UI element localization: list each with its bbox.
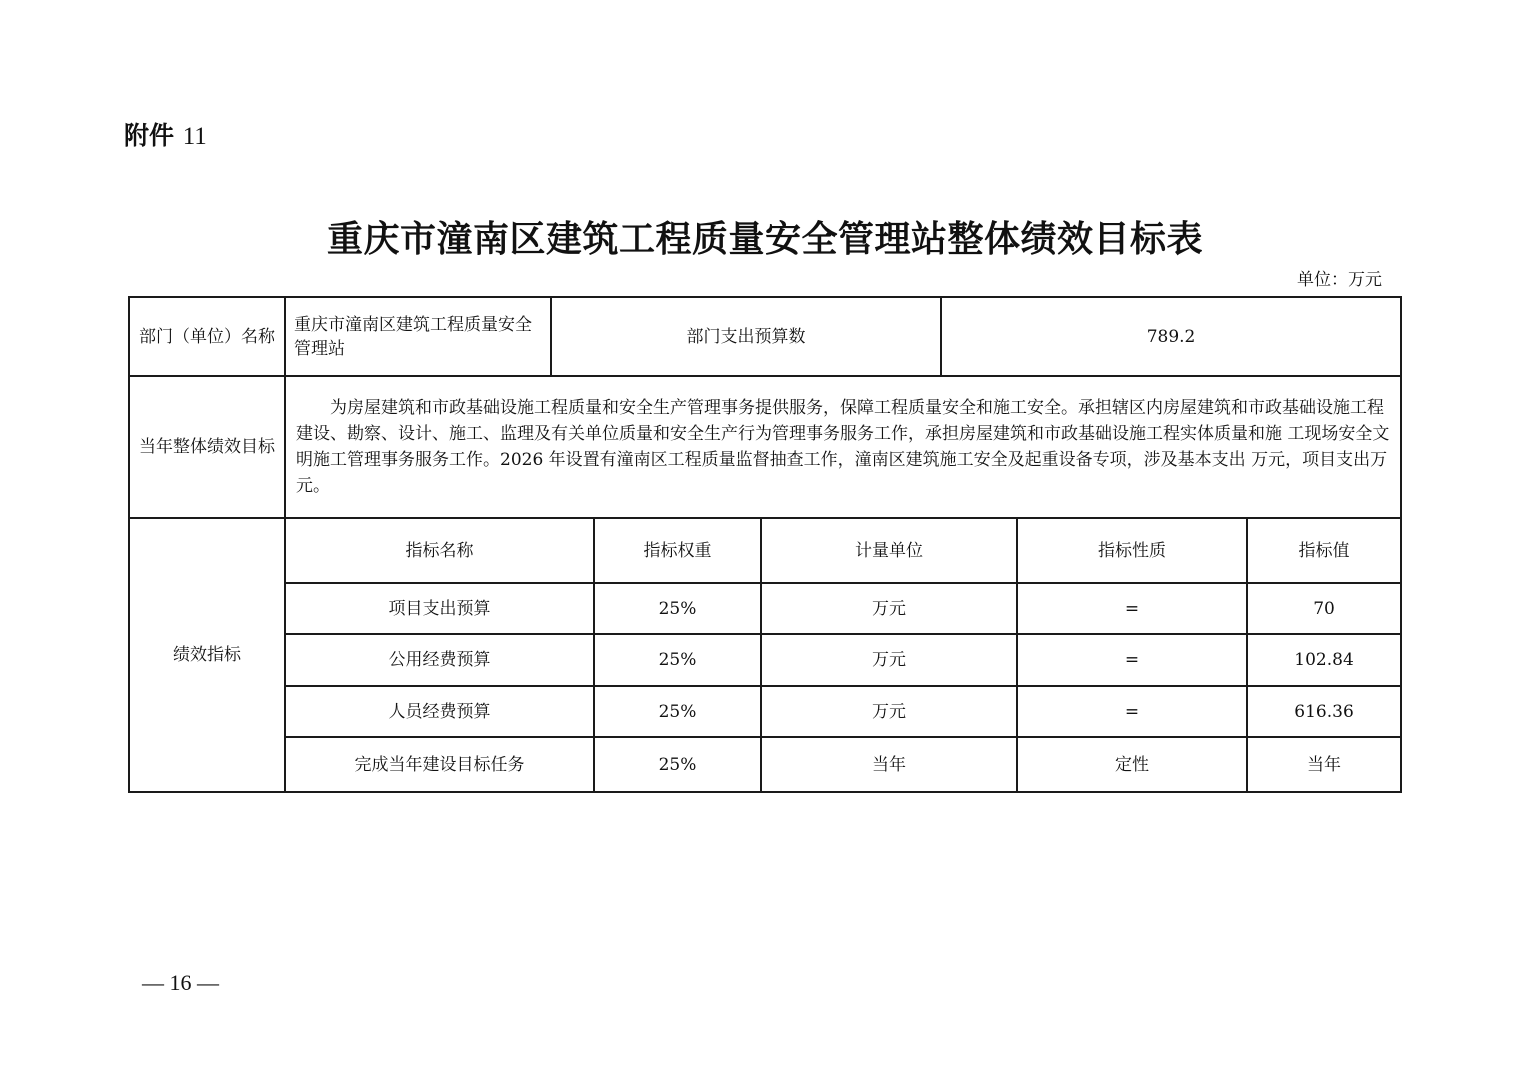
annual-goal-text xyxy=(285,376,1401,518)
indicator-value: 当年 xyxy=(1247,737,1401,792)
table-row xyxy=(129,583,1401,634)
attachment-label xyxy=(124,118,207,155)
unit-note: 单位：万元 xyxy=(1297,270,1382,290)
budget-value: 789.2 xyxy=(941,297,1401,376)
indicator-nature: = xyxy=(1017,634,1247,686)
budget-label: 部门支出预算数 xyxy=(551,297,941,376)
indicator-name: 项目支出预算 xyxy=(285,583,594,634)
column-header: 指标名称 xyxy=(285,518,594,583)
indicators-label: 绩效指标 xyxy=(129,518,285,792)
indicator-header-row xyxy=(129,518,1401,583)
indicator-nature: 定性 xyxy=(1017,737,1247,792)
page-number: — 16 — xyxy=(142,970,219,995)
indicator-value: 70 xyxy=(1247,583,1401,634)
table-row xyxy=(129,686,1401,737)
indicator-name: 完成当年建设目标任务 xyxy=(285,737,594,792)
annual-goal-row xyxy=(129,376,1401,518)
column-header: 指标值 xyxy=(1247,518,1401,583)
column-header: 指标权重 xyxy=(594,518,761,583)
indicator-nature: = xyxy=(1017,583,1247,634)
column-header: 计量单位 xyxy=(761,518,1017,583)
indicator-unit: 当年 xyxy=(761,737,1017,792)
indicator-weight: 25% xyxy=(594,583,761,634)
indicator-unit: 万元 xyxy=(761,634,1017,686)
attachment-number: 11 xyxy=(182,123,207,150)
indicator-value: 102.84 xyxy=(1247,634,1401,686)
indicator-weight: 25% xyxy=(594,634,761,686)
indicator-nature: = xyxy=(1017,686,1247,737)
annual-goal-label: 当年整体绩效目标 xyxy=(129,376,285,518)
table-row xyxy=(129,634,1401,686)
department-row xyxy=(129,297,1401,376)
indicator-unit: 万元 xyxy=(761,583,1017,634)
indicator-name: 公用经费预算 xyxy=(285,634,594,686)
annual-goal-body: 为房屋建筑和市政基础设施工程质量和安全生产管理事务提供服务，保障工程质量安全和施工安全。承担辖区内房屋建筑和市政基础设施工程建设、勘察、设计、施工、监理及有关单位质量和安全生产行为管理事务服务工作，承担房屋建筑和市政基础设施工程实体质量和施 工现场安全文明施工管理事务服务工作。2026 年设置有潼南区工程质量监督抽查工作，潼南区建筑施工安全及起重设备专项，涉及基本支出 万元，项目支出万元。 xyxy=(296,398,1390,496)
indicator-name: 人员经费预算 xyxy=(285,686,594,737)
indicator-unit: 万元 xyxy=(761,686,1017,737)
indicator-value: 616.36 xyxy=(1247,686,1401,737)
department-name-value: 重庆市潼南区建筑工程质量安全管理站 xyxy=(285,297,551,376)
attachment-prefix: 附件 xyxy=(124,121,175,150)
indicator-weight: 25% xyxy=(594,737,761,792)
indicator-weight: 25% xyxy=(594,686,761,737)
document-title: 重庆市潼南区建筑工程质量安全管理站整体绩效目标表 xyxy=(326,219,1203,260)
department-name-label: 部门（单位）名称 xyxy=(129,297,285,376)
column-header: 指标性质 xyxy=(1017,518,1247,583)
table-row xyxy=(129,737,1401,792)
performance-goal-table xyxy=(128,296,1402,793)
